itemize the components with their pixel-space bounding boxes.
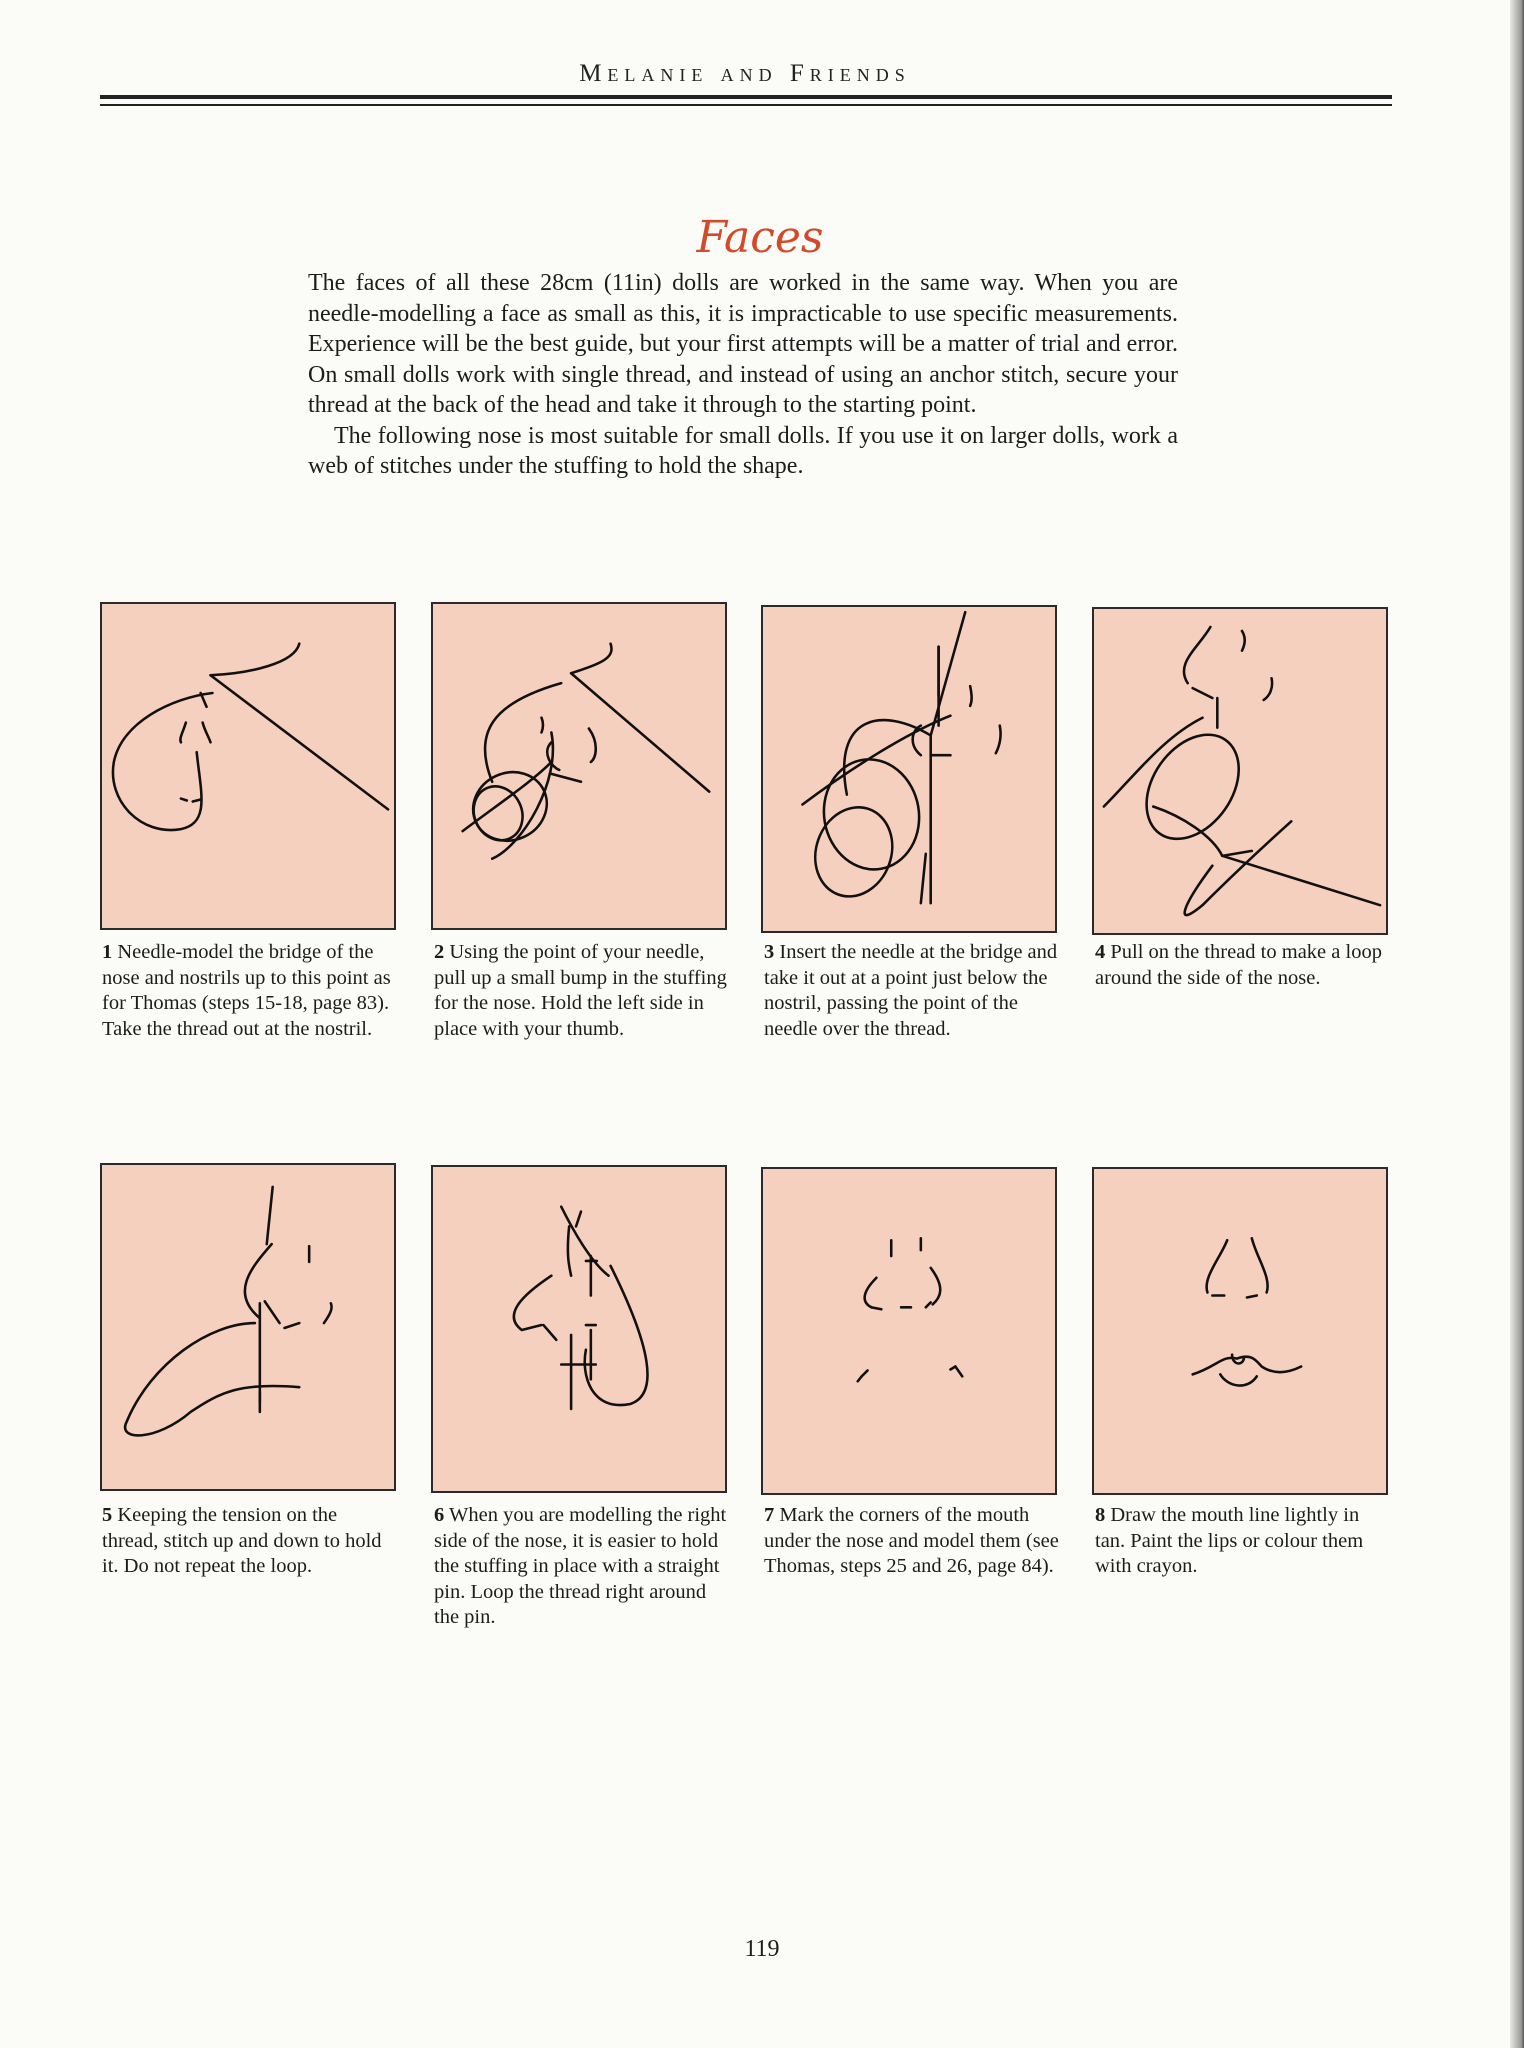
step-8-caption — [1095, 1503, 1391, 1580]
step-8-illustration — [1092, 1167, 1388, 1495]
step-8-text: Draw the mouth line lightly in tan. Paint the lips or colour them with crayon. — [1095, 1504, 1364, 1577]
step-5-caption — [102, 1503, 398, 1580]
step-7-caption — [764, 1503, 1060, 1580]
step-3-text: Insert the needle at the bridge and take it out at a point just below the nostril, passing the point of the needle over the thread. — [764, 941, 1058, 1040]
section-title: Faces — [696, 212, 824, 263]
intro-paragraph-1: The faces of all these 28cm (11in) dolls are worked in the same way. When you are needle-modelling a face as small as this, it is impracticable to use specific measurements. Experience will be the best guide, but your first attempts will be a matter of trial and error. On small dolls work with single thread, and instead of using an anchor stitch, secure your thread at the back of the head and take it through to the starting point. — [308, 270, 1178, 418]
step-4-illustration — [1092, 607, 1388, 935]
step-3-illustration — [761, 605, 1057, 933]
step-6-number: 6 — [434, 1504, 445, 1526]
step-5-text: Keeping the tension on the thread, stitch up and down to hold it. Do not repeat the loop. — [102, 1504, 382, 1577]
step-1-number: 1 — [102, 941, 113, 963]
header-rule — [100, 95, 1392, 99]
page-edge-shadow — [1510, 0, 1524, 2048]
step-5-number: 5 — [102, 1504, 113, 1526]
step-2-illustration — [431, 602, 727, 930]
step-7-text: Mark the corners of the mouth under the nose and model them (see Thomas, steps 25 and 26, page 84). — [764, 1504, 1059, 1577]
step-4-text: Pull on the thread to make a loop around the side of the nose. — [1095, 941, 1382, 989]
step-4-caption — [1095, 940, 1391, 991]
step-2-text: Using the point of your needle, pull up a small bump in the stuffing for the nose. Hold the left side in place with your thumb. — [434, 941, 727, 1040]
step-1-illustration — [100, 602, 396, 930]
step-3-caption — [764, 940, 1060, 1042]
step-8-number: 8 — [1095, 1504, 1106, 1526]
step-6-text: When you are modelling the right side of the nose, it is easier to hold the stuffing in place with a straight pin. Loop the thread right around the pin. — [434, 1504, 727, 1628]
step-7-number: 7 — [764, 1504, 775, 1526]
step-4-number: 4 — [1095, 941, 1106, 963]
intro-paragraph-2: The following nose is most suitable for small dolls. If you use it on larger dolls, work a web of stitches under the stuffing to hold the shape. — [308, 422, 1178, 479]
intro-text — [308, 268, 1178, 482]
step-1-text: Needle-model the bridge of the nose and nostrils up to this point as for Thomas (steps 15-18, page 83). Take the thread out at the nostril. — [102, 941, 391, 1040]
step-2-caption — [434, 940, 730, 1042]
step-5-illustration — [100, 1163, 396, 1491]
step-6-illustration — [431, 1165, 727, 1493]
header-rule-thin — [100, 104, 1392, 106]
page-number: 119 — [744, 1936, 780, 1962]
step-3-number: 3 — [764, 941, 775, 963]
step-2-number: 2 — [434, 941, 445, 963]
step-7-illustration — [761, 1167, 1057, 1495]
running-head: Melanie and Friends — [579, 60, 911, 87]
step-1-caption — [102, 940, 398, 1042]
step-6-caption — [434, 1503, 730, 1631]
